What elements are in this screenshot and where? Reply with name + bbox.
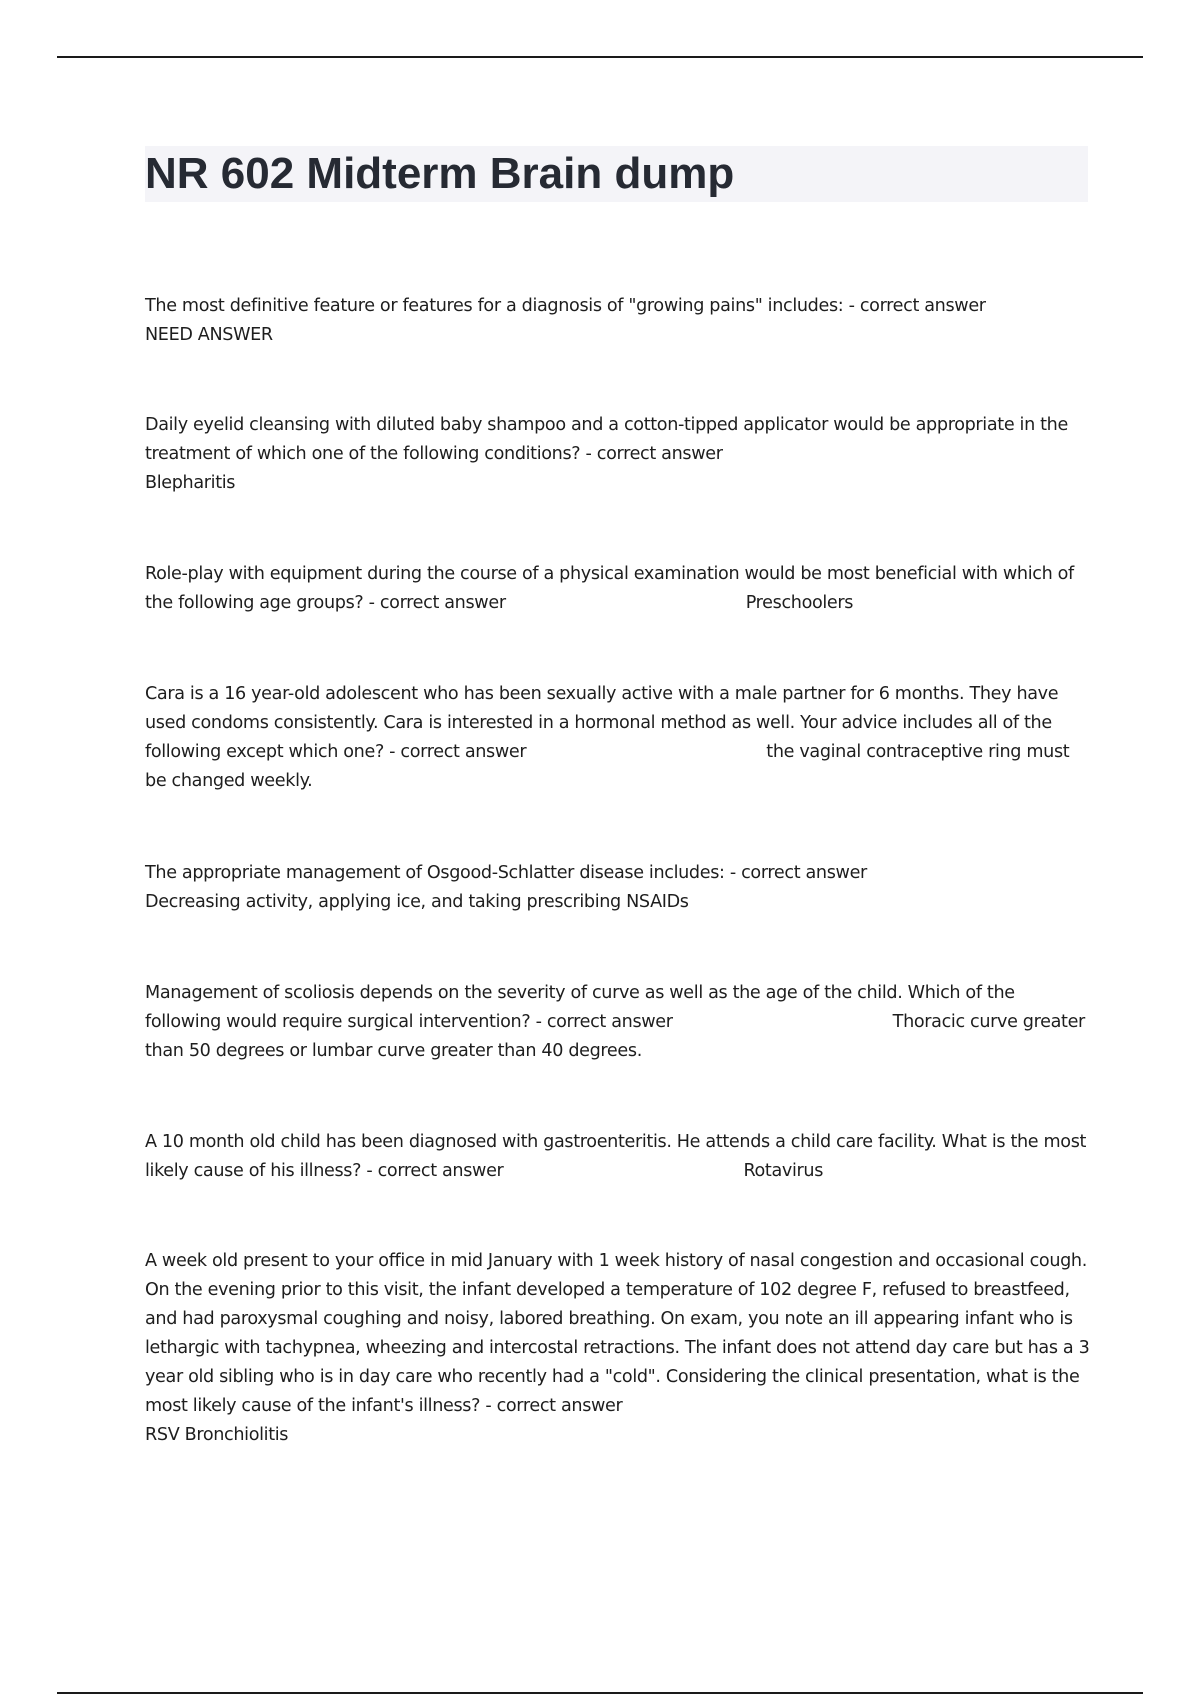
- qa-item: [145, 1247, 1090, 1450]
- answer-text: Rotavirus: [743, 1161, 824, 1181]
- qa-item: [145, 1128, 1090, 1186]
- header-rule: [57, 56, 1143, 58]
- qa-item: [145, 292, 1090, 350]
- question-text: A week old present to your office in mid January with 1 week history of nasal congestion and occasional cough. On the evening prior to this visit, the infant developed a temperature of 102 degree F, refused to breastfeed, and had paroxysmal coughing and noisy, labored breathing. On exam, you note an ill appearing infant who is lethargic with tachypnea, wheezing and intercostal retractions. The infant does not attend day care but has a 3 year old sibling who is in day care who recently had a "cold". Considering the clinical presentation, what is the most likely cause of the infant's illness? - correct answer: [145, 1251, 1090, 1416]
- qa-item: [145, 680, 1090, 796]
- qa-item: [145, 560, 1090, 618]
- title-banner: [145, 146, 1088, 202]
- qa-item: [145, 411, 1090, 498]
- answer-text: Thoracic curve greater than 50 degrees or lumbar curve greater than 40 degrees.: [145, 1012, 1085, 1061]
- answer-text: NEED ANSWER: [145, 325, 273, 345]
- answer-text: RSV Bronchiolitis: [145, 1425, 289, 1445]
- qa-item: [145, 859, 1090, 917]
- question-text: Role-play with equipment during the course of a physical examination would be most beneficial with which of the following age groups? - correct answer: [145, 564, 1074, 613]
- answer-text: Blepharitis: [145, 473, 236, 493]
- question-text: Cara is a 16 year-old adolescent who has been sexually active with a male partner for 6 months. They have used condoms consistently. Cara is interested in a hormonal method as well. Your advice includes all of the following except which one? - correct answer: [145, 684, 1059, 762]
- question-text: Daily eyelid cleansing with diluted baby shampoo and a cotton-tipped applicator would be appropriate in the treatment of which one of the following conditions? - correct answer: [145, 415, 1068, 464]
- question-text: Management of scoliosis depends on the severity of curve as well as the age of the child. Which of the following would require surgical intervention? - correct answer: [145, 983, 1015, 1032]
- question-text: A 10 month old child has been diagnosed with gastroenteritis. He attends a child care facility. What is the most likely cause of his illness? - correct answer: [145, 1132, 1087, 1181]
- answer-text: Decreasing activity, applying ice, and taking prescribing NSAIDs: [145, 892, 689, 912]
- page-title: NR 602 Midterm Brain dump: [145, 149, 735, 198]
- qa-item: [145, 979, 1090, 1066]
- answer-text: Preschoolers: [745, 593, 854, 613]
- footer-rule: [57, 1692, 1143, 1694]
- question-text: The appropriate management of Osgood-Schlatter disease includes: - correct answer: [145, 863, 867, 883]
- answer-text: the vaginal contraceptive ring must be changed weekly.: [145, 742, 1070, 791]
- question-text: The most definitive feature or features for a diagnosis of "growing pains" includes: - correct answer: [145, 296, 986, 316]
